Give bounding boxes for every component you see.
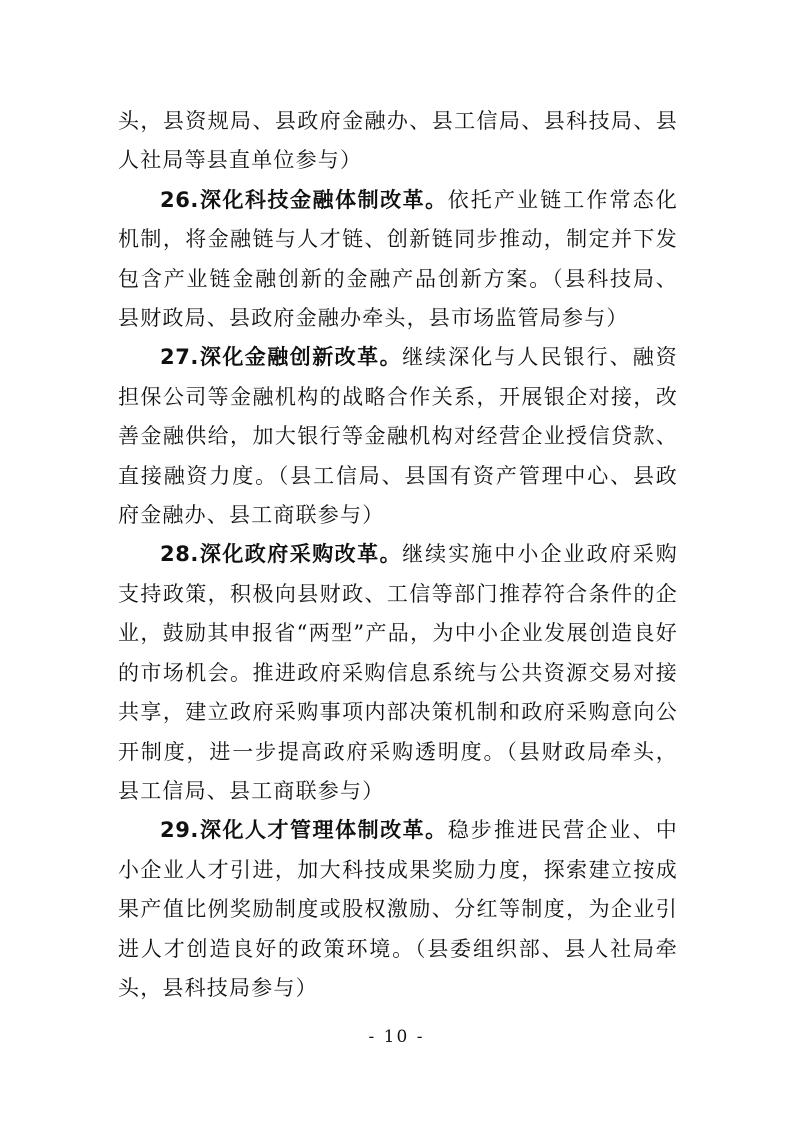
item-27-heading: 深化金融创新改革。	[199, 345, 403, 370]
item-28-number: 28.	[160, 542, 200, 567]
item-28-body: 继续实施中小企业政府采购支持政策，积极向县财政、工信等部门推荐符合条件的企业，鼓励其申报省“两型”产品，为中小企业发展创造良好的市场机会。推进政府采购信息系统与公共资源交易对接共享，建立政府采购事项内部决策机制和政府采购意向公开制度，进一步提高政府采购透明度。（县财政局牵头，县工信局、县工商联参与）	[118, 542, 678, 803]
item-29-paragraph	[118, 811, 678, 1008]
item-27-number: 27.	[160, 345, 200, 370]
item-26-body: 依托产业链工作常态化机制，将金融链与人才链、创新链同步推动，制定并下发包含产业链金融创新的金融产品创新方案。（县科技局、县财政局、县政府金融办牵头，县市场监管局参与）	[118, 187, 678, 331]
item-28-heading: 深化政府采购改革。	[199, 542, 403, 567]
item-27-paragraph	[118, 338, 678, 535]
item-29-heading: 深化人才管理体制改革。	[199, 818, 448, 843]
item-27-body: 继续深化与人民银行、融资担保公司等金融机构的战略合作关系，开展银企对接，改善金融供给，加大银行等金融机构对经营企业授信贷款、直接融资力度。（县工信局、县国有资产管理中心、县政府金融办、县工商联参与）	[118, 345, 678, 528]
continuation-paragraph	[118, 102, 678, 181]
item-29-number: 29.	[160, 818, 200, 843]
continuation-text: 头，县资规局、县政府金融办、县工信局、县科技局、县人社局等县直单位参与）	[118, 109, 678, 173]
item-26-number: 26.	[160, 187, 200, 212]
item-28-paragraph	[118, 535, 678, 811]
page-number: - 10 -	[368, 1027, 425, 1047]
item-26-paragraph	[118, 181, 678, 339]
item-26-heading: 深化科技金融体制改革。	[199, 187, 448, 212]
item-29-body: 稳步推进民营企业、中小企业人才引进，加大科技成果奖励力度，探索建立按成果产值比例奖励制度或股权激励、分红等制度，为企业引进人才创造良好的政策环境。（县委组织部、县人社局牵头，县科技局参与）	[118, 818, 678, 1000]
document-body	[118, 102, 678, 1008]
